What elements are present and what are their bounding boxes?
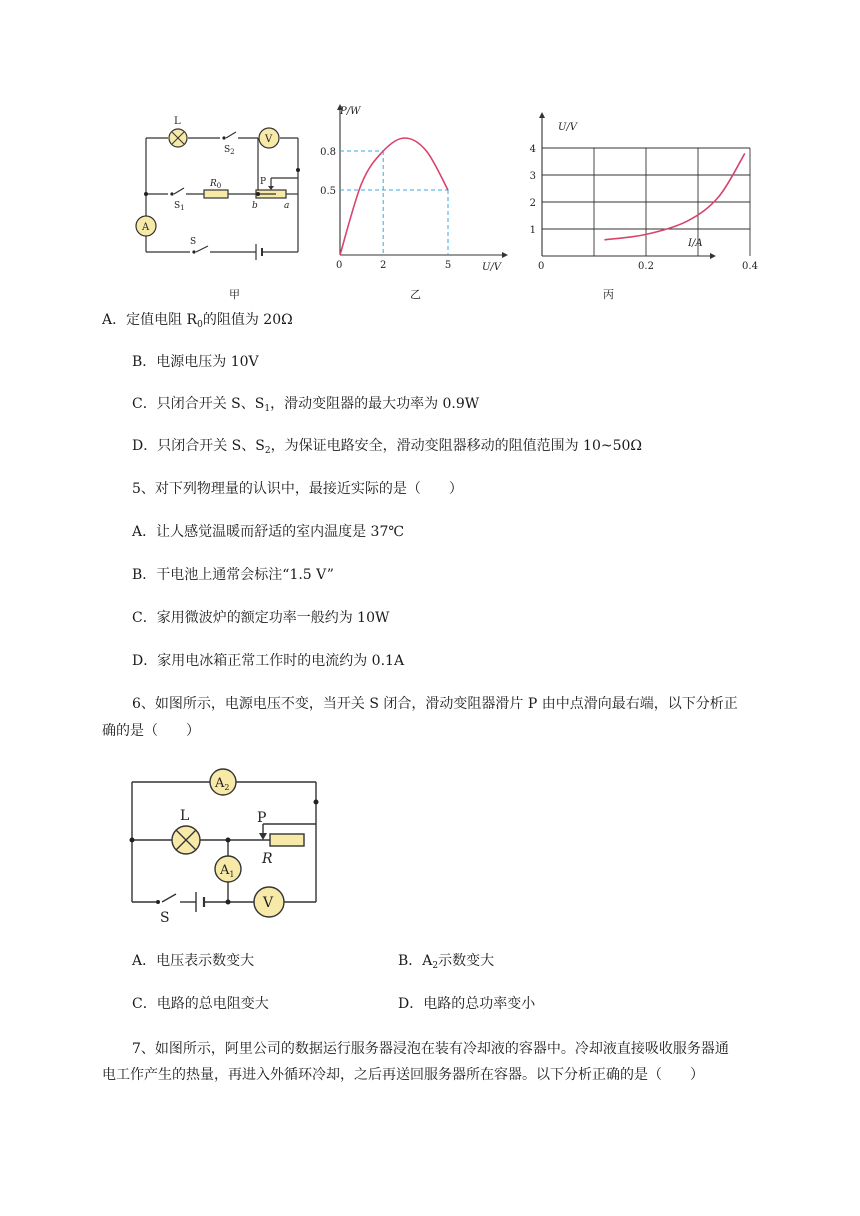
x-tick-2: 2: [380, 260, 387, 271]
voltmeter-label: V: [265, 134, 273, 145]
lamp-label: L: [180, 808, 190, 824]
x-axis-label: U/V: [482, 262, 502, 273]
chart-u-i: [522, 110, 758, 280]
y-axis-label: U/V: [558, 122, 578, 133]
q7-stem-line2: 电工作产生的热量，再进入外循环冷却，之后再送回服务器所在容器。以下分析正确的是（ ）: [102, 1067, 704, 1083]
voltmeter-label: V: [263, 895, 274, 911]
x-tick-5: 5: [444, 260, 452, 271]
svg-text:R0: [209, 179, 221, 190]
x-tick-0-2: 0.2: [638, 261, 654, 272]
y-axis-label: P/W: [340, 106, 361, 117]
switch-s2-sub: 2: [230, 148, 235, 156]
q6-option-d: D．电路的总功率变小: [398, 996, 536, 1012]
switch-s1-label: S: [174, 201, 181, 211]
q5-option-a: A．让人感觉温暖而舒适的室内温度是 37℃: [132, 524, 405, 540]
y-tick-1: 1: [529, 225, 536, 236]
circuit-diagram-q6: [120, 760, 330, 925]
end-b-label: b: [252, 201, 258, 211]
q5-option-c: C．家用微波炉的额定功率一般约为 10W: [132, 610, 390, 626]
origin-label: 0: [336, 260, 343, 271]
caption-yi: 乙: [410, 288, 421, 301]
chart-p-u: [322, 100, 512, 280]
ammeter-a1-label: A: [220, 863, 230, 878]
y-tick-3: 3: [529, 171, 536, 182]
q6-option-c: C．电路的总电阻变大: [132, 996, 269, 1012]
r0-sub: 0: [216, 182, 222, 190]
x-tick-0-4: 0.4: [742, 261, 758, 272]
y-tick-0-8: 0.8: [320, 147, 336, 158]
lamp-label: L: [174, 116, 181, 127]
rheostat-r-label: R: [262, 851, 273, 867]
slider-p-label: P: [260, 177, 267, 187]
q6-option-b: B．$A_2$示数变大: [398, 953, 495, 971]
caption-bing: 丙: [603, 288, 614, 301]
q5-stem: 5、对下列物理量的认识中，最接近实际的是（ ）: [132, 481, 463, 497]
ammeter-a2-sub: 2: [224, 783, 230, 792]
ammeter-a2-label: A: [215, 776, 225, 791]
q4-option-d: D．只闭合开关 S、$S_2$，为保证电路安全，滑动变阻器移动的阻值范围为 10~50Ω: [132, 438, 643, 456]
y-tick-0-5: 0.5: [320, 186, 336, 197]
y-tick-2: 2: [529, 198, 536, 209]
r0-label: R: [210, 179, 217, 189]
u-i-curve: [604, 153, 744, 239]
switch-s1-sub: 1: [180, 204, 185, 212]
q7-stem-line1: 7、如图所示，阿里公司的数据运行服务器浸泡在装有冷却液的容器中。冷却液直接吸收服务器通: [132, 1041, 729, 1057]
q6-option-a: A．电压表示数变大: [132, 953, 255, 969]
q5-option-d: D．家用电冰箱正常工作时的电流约为 0.1A: [132, 653, 405, 669]
slider-p-label: P: [257, 810, 267, 826]
q4-option-a: A．定值电阻 $R_0$的阻值为 20Ω: [102, 312, 293, 330]
ammeter-a1-sub: 1: [229, 870, 235, 879]
q6-stem-line1: 6、如图所示，电源电压不变，当开关 S 闭合，滑动变阻器滑片 P 由中点滑向最右端，以下分析正: [132, 696, 738, 712]
circuit-diagram-jia: [128, 112, 318, 272]
q4-option-c: C．只闭合开关 S、$S_1$，滑动变阻器的最大功率为 0.9W: [132, 396, 480, 414]
ammeter-label: A: [142, 222, 150, 233]
x-axis-label: I/A: [688, 238, 703, 249]
switch-s-label: S: [160, 910, 170, 926]
caption-jia: 甲: [229, 288, 240, 301]
q6-stem-line2: 确的是（ ）: [102, 723, 200, 739]
svg-text:S1: [174, 201, 185, 212]
switch-s-label: S: [190, 237, 197, 247]
switch-s2-label: S: [224, 145, 231, 155]
origin-label: 0: [538, 261, 545, 272]
end-a-label: a: [284, 201, 290, 211]
y-tick-4: 4: [529, 144, 536, 155]
q5-option-b: B．干电池上通常会标注“1.5 V”: [132, 567, 334, 583]
svg-text:S2: [224, 145, 235, 156]
q4-option-b: B．电源电压为 10V: [132, 354, 259, 370]
p-u-curve: [340, 138, 448, 255]
